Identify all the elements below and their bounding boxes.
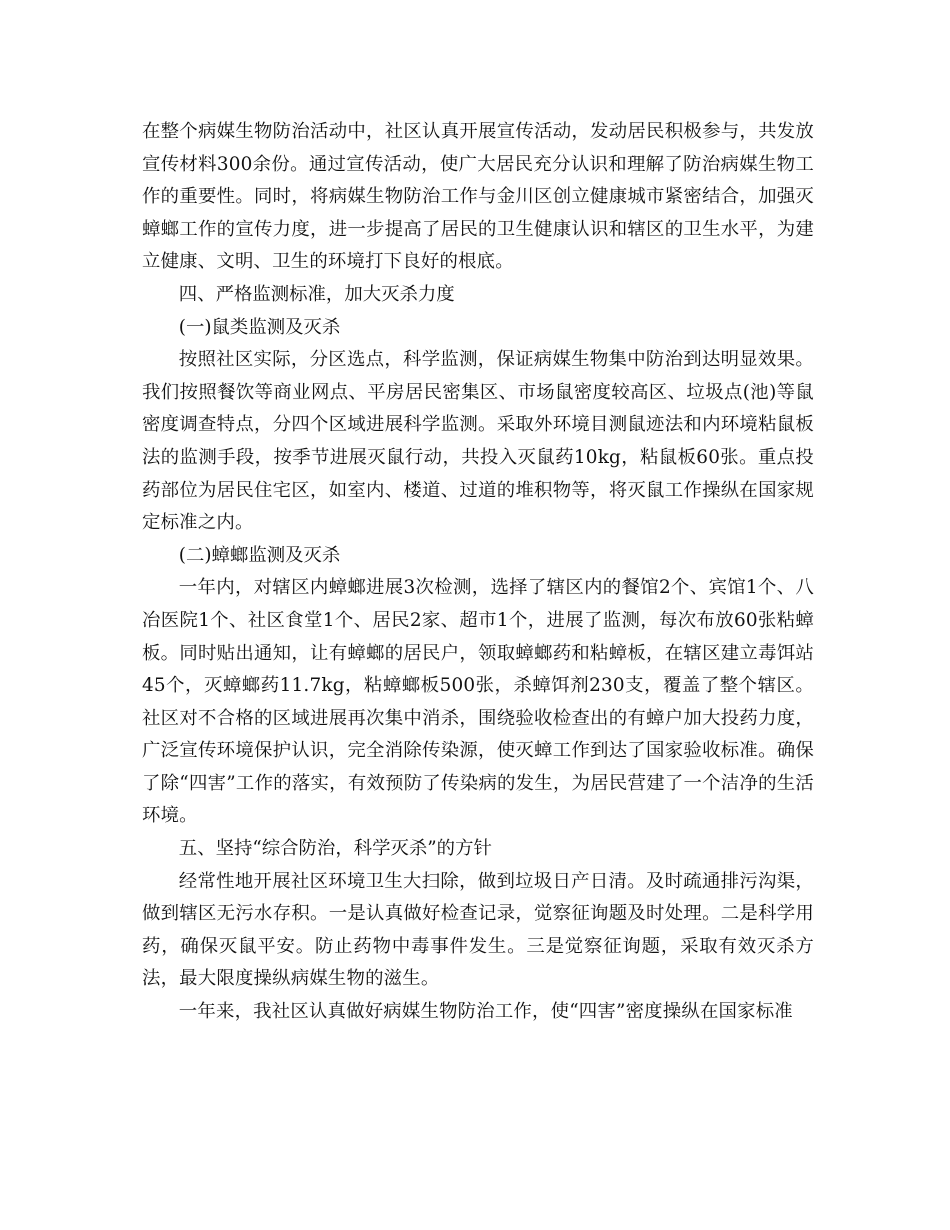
section-heading-5: 五、坚持“综合防治，科学灭杀”的方针 [178,838,492,860]
paragraph-cockroach-monitoring: 一年内，对辖区内蟑螂进展3次检测，选择了辖区内的餐馆2个、宾馆1个、八冶医院1个、社区食堂1个、居民2家、超市1个，进展了监测，每次布放60张粘蟑板。同时贴出通知，让有蟑螂的居民户，领取蟑螂药和粘蟑板，在辖区建立毒饵站45个，灭蟑螂药11.7kg，粘蟑螂板500张，杀蟑饵剂230支，覆盖了整个辖区。社区对不合格的区域进展再次集中消杀，围绕验收检查出的有蟑户加大投药力度，广泛宣传环境保护认识，完全消除传染源，使灭蟑工作到达了国家验收标准。确保了除“四害”工作的落实，有效预防了传染病的发生，为居民营建了一个洁净的生活环境。 [142,577,814,827]
paragraph-summary: 一年来，我社区认真做好病媒生物防治工作，使“四害”密度操纵在国家标准 [178,1001,793,1023]
paragraph-sanitation: 经常性地开展社区环境卫生大扫除，做到垃圾日产日清。及时疏通排污沟渠，做到辖区无污水存积。一是认真做好检查记录，觉察征询题及时处理。二是科学用药，确保灭鼠平安。防止药物中毒事件发生。三是觉察征询题，采取有效灭杀方法，最大限度操纵病媒生物的滋生。 [142,870,814,990]
subsection-heading-cockroach: (二)蟑螂监测及灭杀 [178,544,341,566]
section-heading-4: 四、严格监测标准，加大灭杀力度 [178,283,455,305]
paragraph-publicity: 在整个病媒生物防治活动中，社区认真开展宣传活动，发动居民积极参与，共发放宣传材料300余份。通过宣传活动，使广大居民充分认识和理解了防治病媒生物工作的重要性。同时，将病媒生物防治工作与金川区创立健康城市紧密结合，加强灭蟑螂工作的宣传力度，进一步提高了居民的卫生健康认识和辖区的卫生水平，为建立健康、文明、卫生的环境打下良好的根底。 [142,121,814,273]
paragraph-rodent-monitoring: 按照社区实际，分区选点，科学监测，保证病媒生物集中防治到达明显效果。我们按照餐饮等商业网点、平房居民密集区、市场鼠密度较高区、垃圾点(池)等鼠密度调查特点，分四个区域进展科学监测。采取外环境目测鼠迹法和内环境粘鼠板法的监测手段，按季节进展灭鼠行动，共投入灭鼠药10kg，粘鼠板60张。重点投药部位为居民住宅区，如室内、楼道、过道的堆积物等，将灭鼠工作操纵在国家规定标准之内。 [142,349,814,534]
subsection-heading-rodent: (一)鼠类监测及灭杀 [178,316,341,338]
document-page [142,116,814,1029]
